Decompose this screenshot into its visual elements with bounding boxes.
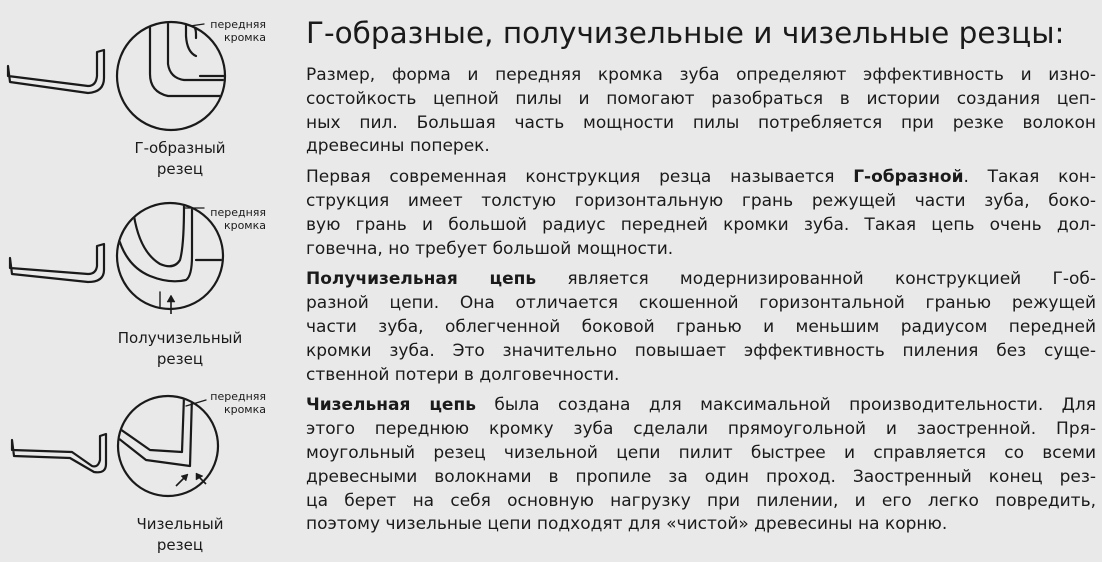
callout-line: кромка (223, 31, 266, 44)
callout-line: передняя (210, 390, 266, 403)
l-shaped-cutter-diagram (0, 0, 290, 185)
article (306, 14, 1096, 544)
article-paragraph (306, 64, 1096, 159)
paragraph-line: кромки зуба. Это значительно повышает эффективность пиления без суще- (306, 340, 1096, 361)
paragraph-line: говечна, но требует большой мощности. (306, 238, 674, 259)
paragraph-line: части зуба, облегченной боковой гранью и меньшим радиусом передней (306, 316, 1096, 337)
article-body (306, 64, 1096, 537)
paragraph-line: струкция имеет толстую горизонтальную грань режущей части зуба, боко- (306, 190, 1096, 211)
article-paragraph (306, 166, 1096, 261)
emphasized-term: Чизельная цепь (306, 395, 476, 416)
caption-line: Г-образный (134, 139, 226, 157)
callout-line: передняя (210, 206, 266, 219)
paragraph-line: ственной потери в долговечности. (306, 364, 620, 385)
caption-line: резец (156, 350, 204, 368)
paragraph-line: Размер, форма и передняя кромка зуба определяют эффективность и изно- (306, 65, 1096, 85)
emphasized-term: Г-образной (853, 167, 964, 188)
article-paragraph (306, 268, 1096, 387)
caption-line: резец (156, 536, 204, 554)
paragraph-line: состойкость цепной пилы и помогают разобраться в истории создания цеп- (306, 88, 1096, 109)
paragraph-line: древесины поперек. (306, 136, 490, 157)
paragraph-line: древесными волокнами в пропиле за один проход. Заостренный конец рез- (306, 466, 1096, 487)
paragraph-line: поэтому чизельные цепи подходят для «чистой» древесины на корню. (306, 514, 948, 535)
caption-line: резец (156, 160, 204, 178)
front-edge-callout (196, 390, 266, 416)
cutter-diagrams (0, 0, 290, 562)
diagram-caption (80, 138, 280, 180)
paragraph-line: Получизельная цепь является модернизированной конструкцией Г-об- (306, 269, 1096, 290)
article-title: Г-образные, получизельные и чизельные резцы: (306, 16, 1065, 50)
caption-line: Чизельный (136, 515, 224, 533)
chisel-cutter-diagram (0, 386, 290, 562)
callout-line: передняя (210, 18, 266, 31)
paragraph-line: Чизельная цепь была создана для максимальной производительности. Для (306, 395, 1097, 416)
paragraph-line: разной цепи. Она отличается скошенной горизонтальной гранью режущей (306, 293, 1096, 314)
cutter-side-profile (10, 244, 104, 282)
cutter-side-profile (8, 50, 104, 93)
callout-line: кромка (223, 219, 266, 232)
paragraph-line: ца берет на себя основную нагрузку при пилении, и его легко повредить, (306, 490, 1096, 511)
article-paragraph (306, 394, 1096, 537)
caption-line: Получизельный (117, 329, 243, 347)
paragraph-line: этого переднюю кромку зуба сделали прямоугольной и заостренной. Пря- (306, 419, 1096, 440)
semi-chisel-cutter-diagram (0, 196, 290, 376)
diagram-caption (80, 514, 280, 556)
paragraph-line: моугольный резец чизельной цепи пилит быстрее и справляется со всеми (306, 442, 1096, 463)
front-edge-callout (196, 18, 266, 44)
paragraph-line: ных пил. Большая часть мощности пилы потребляется при резке волокон (306, 112, 1096, 133)
emphasized-term: Получизельная цепь (306, 269, 537, 290)
callout-line: кромка (223, 403, 266, 416)
paragraph-line: вую грань и большой радиус передней кромки зуба. Такая цепь очень дол- (306, 214, 1096, 235)
paragraph-line: Первая современная конструкция резца называется Г-образной. Такая кон- (306, 167, 1096, 188)
front-edge-callout (196, 206, 266, 232)
cutter-side-profile (12, 434, 106, 472)
diagram-caption (80, 328, 280, 370)
